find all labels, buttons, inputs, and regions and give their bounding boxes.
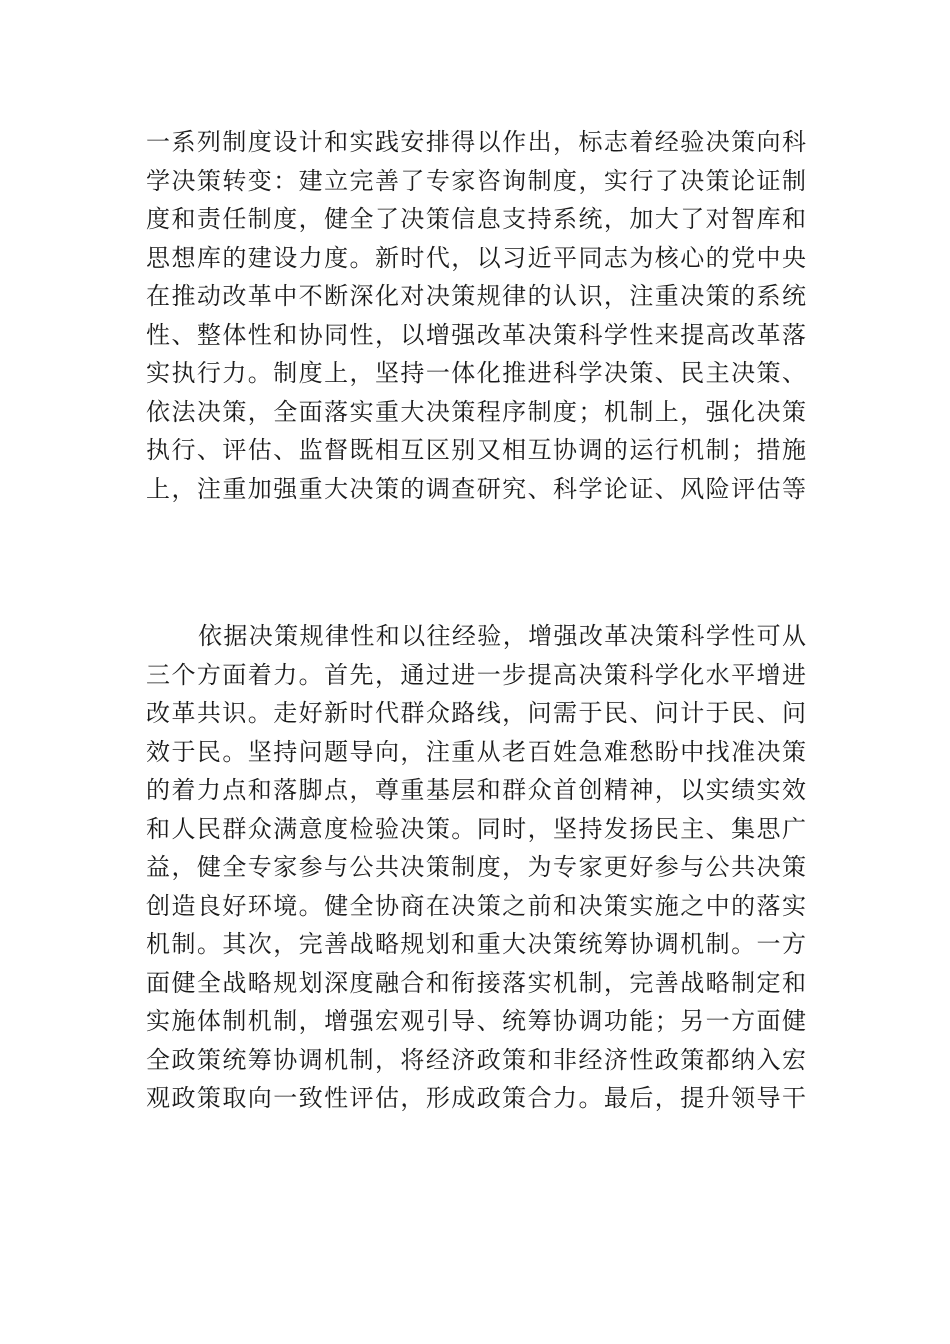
text-line: 思想库的建设力度。新时代，以习近平同志为核心的党中央 — [146, 243, 806, 272]
paragraph-2 — [146, 617, 806, 1118]
text-line: 学决策转变：建立完善了专家咨询制度，实行了决策论证制 — [146, 166, 806, 195]
text-line: 实执行力。制度上，坚持一体化推进科学决策、民主决策、 — [146, 359, 806, 387]
text-line: 实施体制机制，增强宏观引导、统筹协调功能；另一方面健 — [146, 1007, 806, 1035]
text-line: 创造良好环境。健全协商在决策之前和决策实施之中的落实 — [146, 891, 806, 920]
text-line: 益，健全专家参与公共决策制度，为专家更好参与公共决策 — [146, 853, 806, 881]
text-line: 三个方面着力。首先，通过进一步提高决策科学化水平增进 — [146, 660, 806, 689]
text-line: 上，注重加强重大决策的调查研究、科学论证、风险评估等 — [146, 474, 806, 503]
text-line: 依法决策，全面落实重大决策程序制度；机制上，强化决策 — [146, 397, 806, 426]
text-line: 度和责任制度，健全了决策信息支持系统，加大了对智库和 — [146, 205, 806, 233]
paragraph-1 — [146, 123, 806, 508]
text-line: 依据决策规律性和以往经验，增强改革决策科学性可从 — [198, 622, 806, 650]
text-line: 改革共识。走好新时代群众路线，问需于民、问计于民、问 — [146, 699, 806, 727]
text-line: 的着力点和落脚点，尊重基层和群众首创精神，以实绩实效 — [146, 776, 806, 804]
text-line: 和人民群众满意度检验决策。同时，坚持发扬民主、集思广 — [146, 814, 806, 843]
text-line: 性、整体性和协同性，以增强改革决策科学性来提高改革落 — [146, 320, 806, 349]
text-line: 效于民。坚持问题导向，注重从老百姓急难愁盼中找准决策 — [146, 737, 806, 766]
text-line: 全政策统筹协调机制，将经济政策和非经济性政策都纳入宏 — [146, 1045, 806, 1074]
text-line: 在推动改革中不断深化对决策规律的认识，注重决策的系统 — [146, 282, 806, 310]
text-line: 一系列制度设计和实践安排得以作出，标志着经验决策向科 — [146, 128, 806, 156]
text-line: 机制。其次，完善战略规划和重大决策统筹协调机制。一方 — [146, 930, 806, 958]
text-line: 执行、评估、监督既相互区别又相互协调的运行机制；措施 — [146, 436, 806, 464]
text-line: 面健全战略规划深度融合和衔接落实机制，完善战略制定和 — [146, 968, 806, 997]
text-line: 观政策取向一致性评估，形成政策合力。最后，提升领导干 — [146, 1084, 806, 1112]
